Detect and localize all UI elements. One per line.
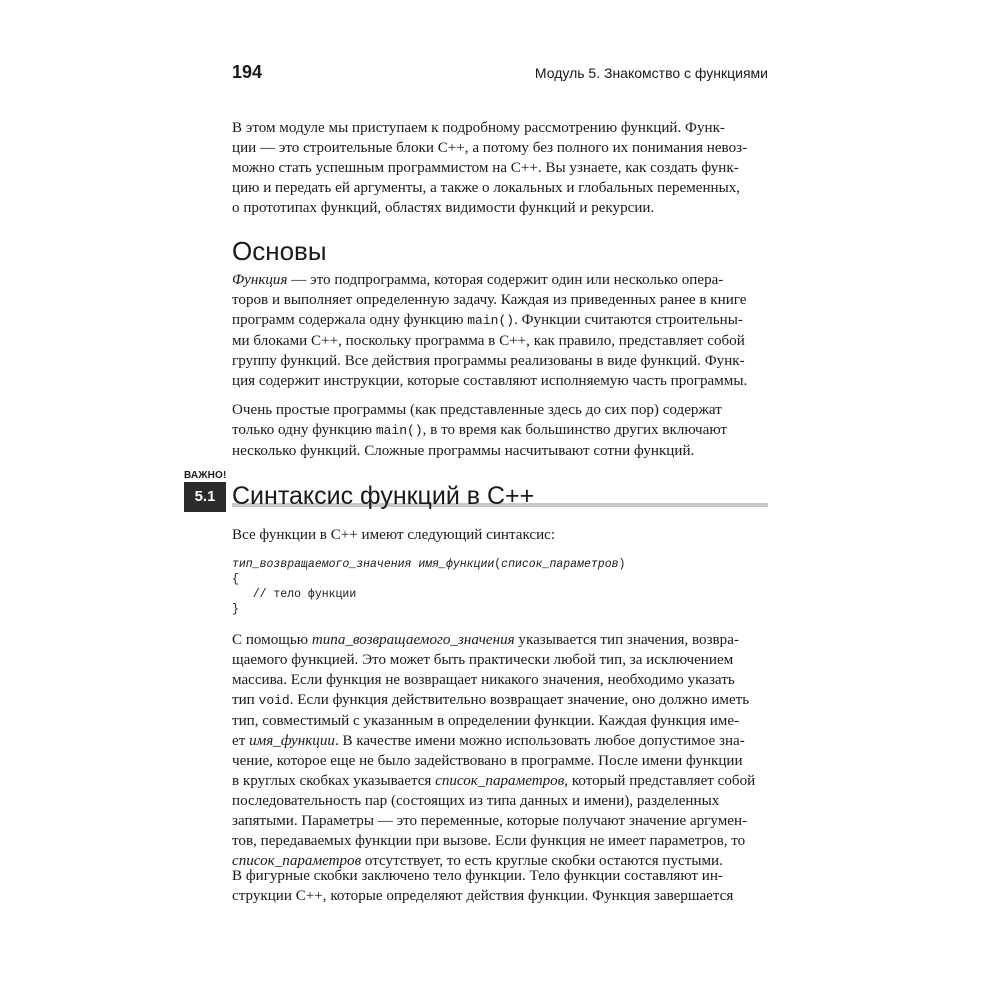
text-line: В фигурные скобки заключено тело функции. Тело функции составляют ин-	[232, 868, 723, 884]
text-line: о прототипах функций, областях видимости функций и рекурсии.	[232, 200, 655, 216]
text-line: Очень простые программы (как представленные здесь до сих пор) содержат	[232, 402, 722, 418]
syntax-intro	[232, 525, 768, 545]
text-span: программ содержала одну функцию	[232, 312, 468, 328]
code-close-brace: }	[232, 603, 239, 616]
inline-code: main()	[375, 423, 423, 438]
text-line: группу функций. Все действия программы реализованы в виде функций. Функ-	[232, 353, 745, 369]
text-span: С помощью	[232, 632, 312, 648]
code-comment: // тело функции	[232, 588, 357, 601]
code-block: тип_возвращаемого_значения имя_функции(список_параметров) { // тело функции }	[232, 558, 626, 616]
text-line: запятыми. Параметры — это переменные, которые получают значение аргумен-	[232, 813, 748, 829]
text-line: струкции С++, которые определяют действия функции. Функция завершается	[232, 888, 734, 904]
important-label: ВАЖНО!	[184, 470, 227, 481]
inline-code: main()	[467, 313, 515, 328]
text-line	[232, 270, 768, 290]
text-line: Все функции в С++ имеют следующий синтаксис:	[232, 527, 556, 543]
text-line	[232, 771, 768, 791]
basics-paragraph-2	[232, 400, 768, 461]
code-open-brace: {	[232, 573, 239, 586]
text-line: цию и передать ей аргументы, а также о локальных и глобальных переменных,	[232, 180, 741, 196]
text-line: массива. Если функция не возвращает никакого значения, необходимо указать	[232, 672, 735, 688]
text-line	[232, 630, 768, 650]
text-span: , в то время как большинство других включают	[422, 422, 728, 438]
text-line: В этом модуле мы приступаем к подробному рассмотрению функций. Функ-	[232, 120, 725, 136]
text-line: ция содержит инструкции, которые составляют исполняемую часть программы.	[232, 373, 748, 389]
text-line: чение, которое еще не было задействовано в программе. После имени функции	[232, 753, 743, 769]
text-line: несколько функций. Сложные программы насчитывают сотни функций.	[232, 443, 695, 459]
text-line	[232, 690, 768, 711]
term: типа_возвращаемого_значения	[311, 632, 515, 648]
page-number: 194	[232, 62, 263, 82]
page-header	[232, 62, 768, 86]
text-line: последовательность пар (состоящих из типа данных и имени), разделенных	[232, 793, 720, 809]
text-span: только одну функцию	[232, 422, 376, 438]
important-badge	[184, 470, 226, 481]
text-span: . Если функция действительно возвращает значение, оно должно иметь	[289, 692, 750, 708]
text-span: , который представляет собой	[564, 773, 756, 789]
term: имя_функции	[249, 733, 335, 749]
text-line: ции — это строительные блоки С++, а потому без полного их понимания невоз-	[232, 140, 748, 156]
text-line: ми блоками С++, поскольку программа в С++, как правило, представляет собой	[232, 333, 745, 349]
text-line: можно стать успешным программистом на С++. Вы узнаете, как создать функ-	[232, 160, 739, 176]
syntax-paragraph-1	[232, 630, 768, 871]
text-line	[232, 420, 768, 441]
text-line	[232, 310, 768, 331]
intro-paragraph	[232, 118, 768, 218]
term: список_параметров	[232, 853, 362, 869]
term-function: Функция	[232, 272, 288, 288]
text-span: тип	[232, 692, 259, 708]
code-func-name: имя_функции	[418, 558, 495, 571]
text-span: — это подпрограмма, которая содержит один или несколько опера-	[287, 272, 724, 288]
text-span: указывается тип значения, возвра-	[514, 632, 739, 648]
code-return-type: тип_возвращаемого_значения	[232, 558, 412, 571]
text-line: щаемого функцией. Это может быть практически любой тип, за исключением	[232, 652, 734, 668]
text-span: ет	[232, 733, 250, 749]
basics-paragraph-1	[232, 270, 768, 391]
text-span: . Функции считаются строительны-	[514, 312, 743, 328]
inline-code: void	[258, 693, 290, 708]
code-params: список_параметров	[501, 558, 619, 571]
text-span: отсутствует, то есть круглые скобки остаются пустыми.	[361, 853, 723, 869]
section-heading-basics: Основы	[232, 236, 327, 266]
text-line	[232, 731, 768, 751]
syntax-paragraph-2	[232, 866, 768, 906]
text-span: . В качестве имени можно использовать любое допустимое зна-	[334, 733, 745, 749]
text-line: тов, передаваемых функции при вызове. Если функция не имеет параметров, то	[232, 833, 746, 849]
section-heading-syntax: Синтаксис функций в С++	[232, 482, 535, 510]
section-number-box: 5.1	[184, 482, 226, 512]
term: список_параметров	[435, 773, 565, 789]
running-head: Модуль 5. Знакомство с функциями	[534, 65, 768, 81]
text-line: тип, совместимый с указанным в определении функции. Каждая функция име-	[232, 713, 740, 729]
text-span: в круглых скобках указывается	[232, 773, 436, 789]
text-line: торов и выполняет определенную задачу. Каждая из приведенных ранее в книге	[232, 292, 747, 308]
